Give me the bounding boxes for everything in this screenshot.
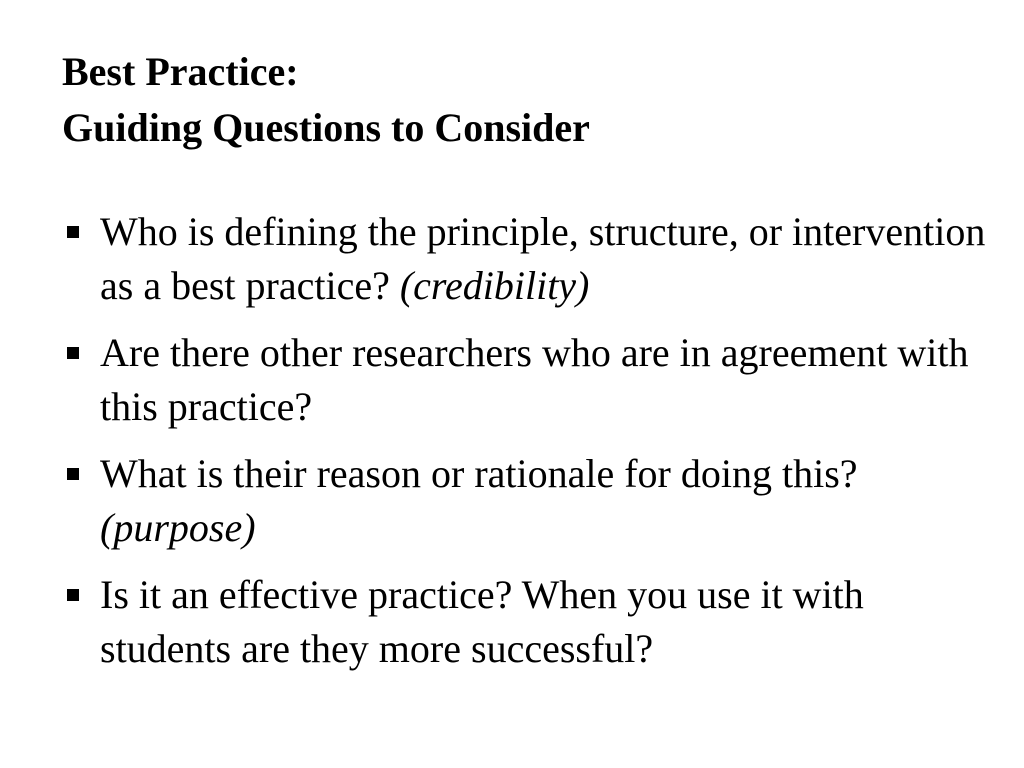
- square-bullet-icon: [67, 347, 79, 359]
- bullet-item-2: [66, 326, 996, 434]
- square-bullet-icon: [67, 468, 79, 480]
- title-line-1: Best Practice:: [62, 49, 299, 94]
- bullet-text-1: Who is defining the principle, structure, or intervention as a best practice?: [100, 209, 986, 308]
- bullet-emphasis-1: (credibility): [399, 263, 590, 308]
- bullet-emphasis-3: (purpose): [100, 505, 256, 550]
- slide-title: [62, 44, 590, 156]
- bullet-item-4: [66, 568, 996, 676]
- square-bullet-icon: [67, 226, 79, 238]
- bullet-text-4: Is it an effective practice? When you use it with students are they more successful?: [100, 572, 864, 671]
- bullet-list: [66, 205, 996, 689]
- bullet-text-2: Are there other researchers who are in agreement with this practice?: [100, 330, 969, 429]
- square-bullet-icon: [67, 589, 79, 601]
- bullet-item-1: [66, 205, 996, 313]
- title-line-2: Guiding Questions to Consider: [62, 105, 590, 150]
- bullet-item-3: [66, 447, 996, 555]
- bullet-text-3: What is their reason or rationale for doing this?: [100, 451, 858, 496]
